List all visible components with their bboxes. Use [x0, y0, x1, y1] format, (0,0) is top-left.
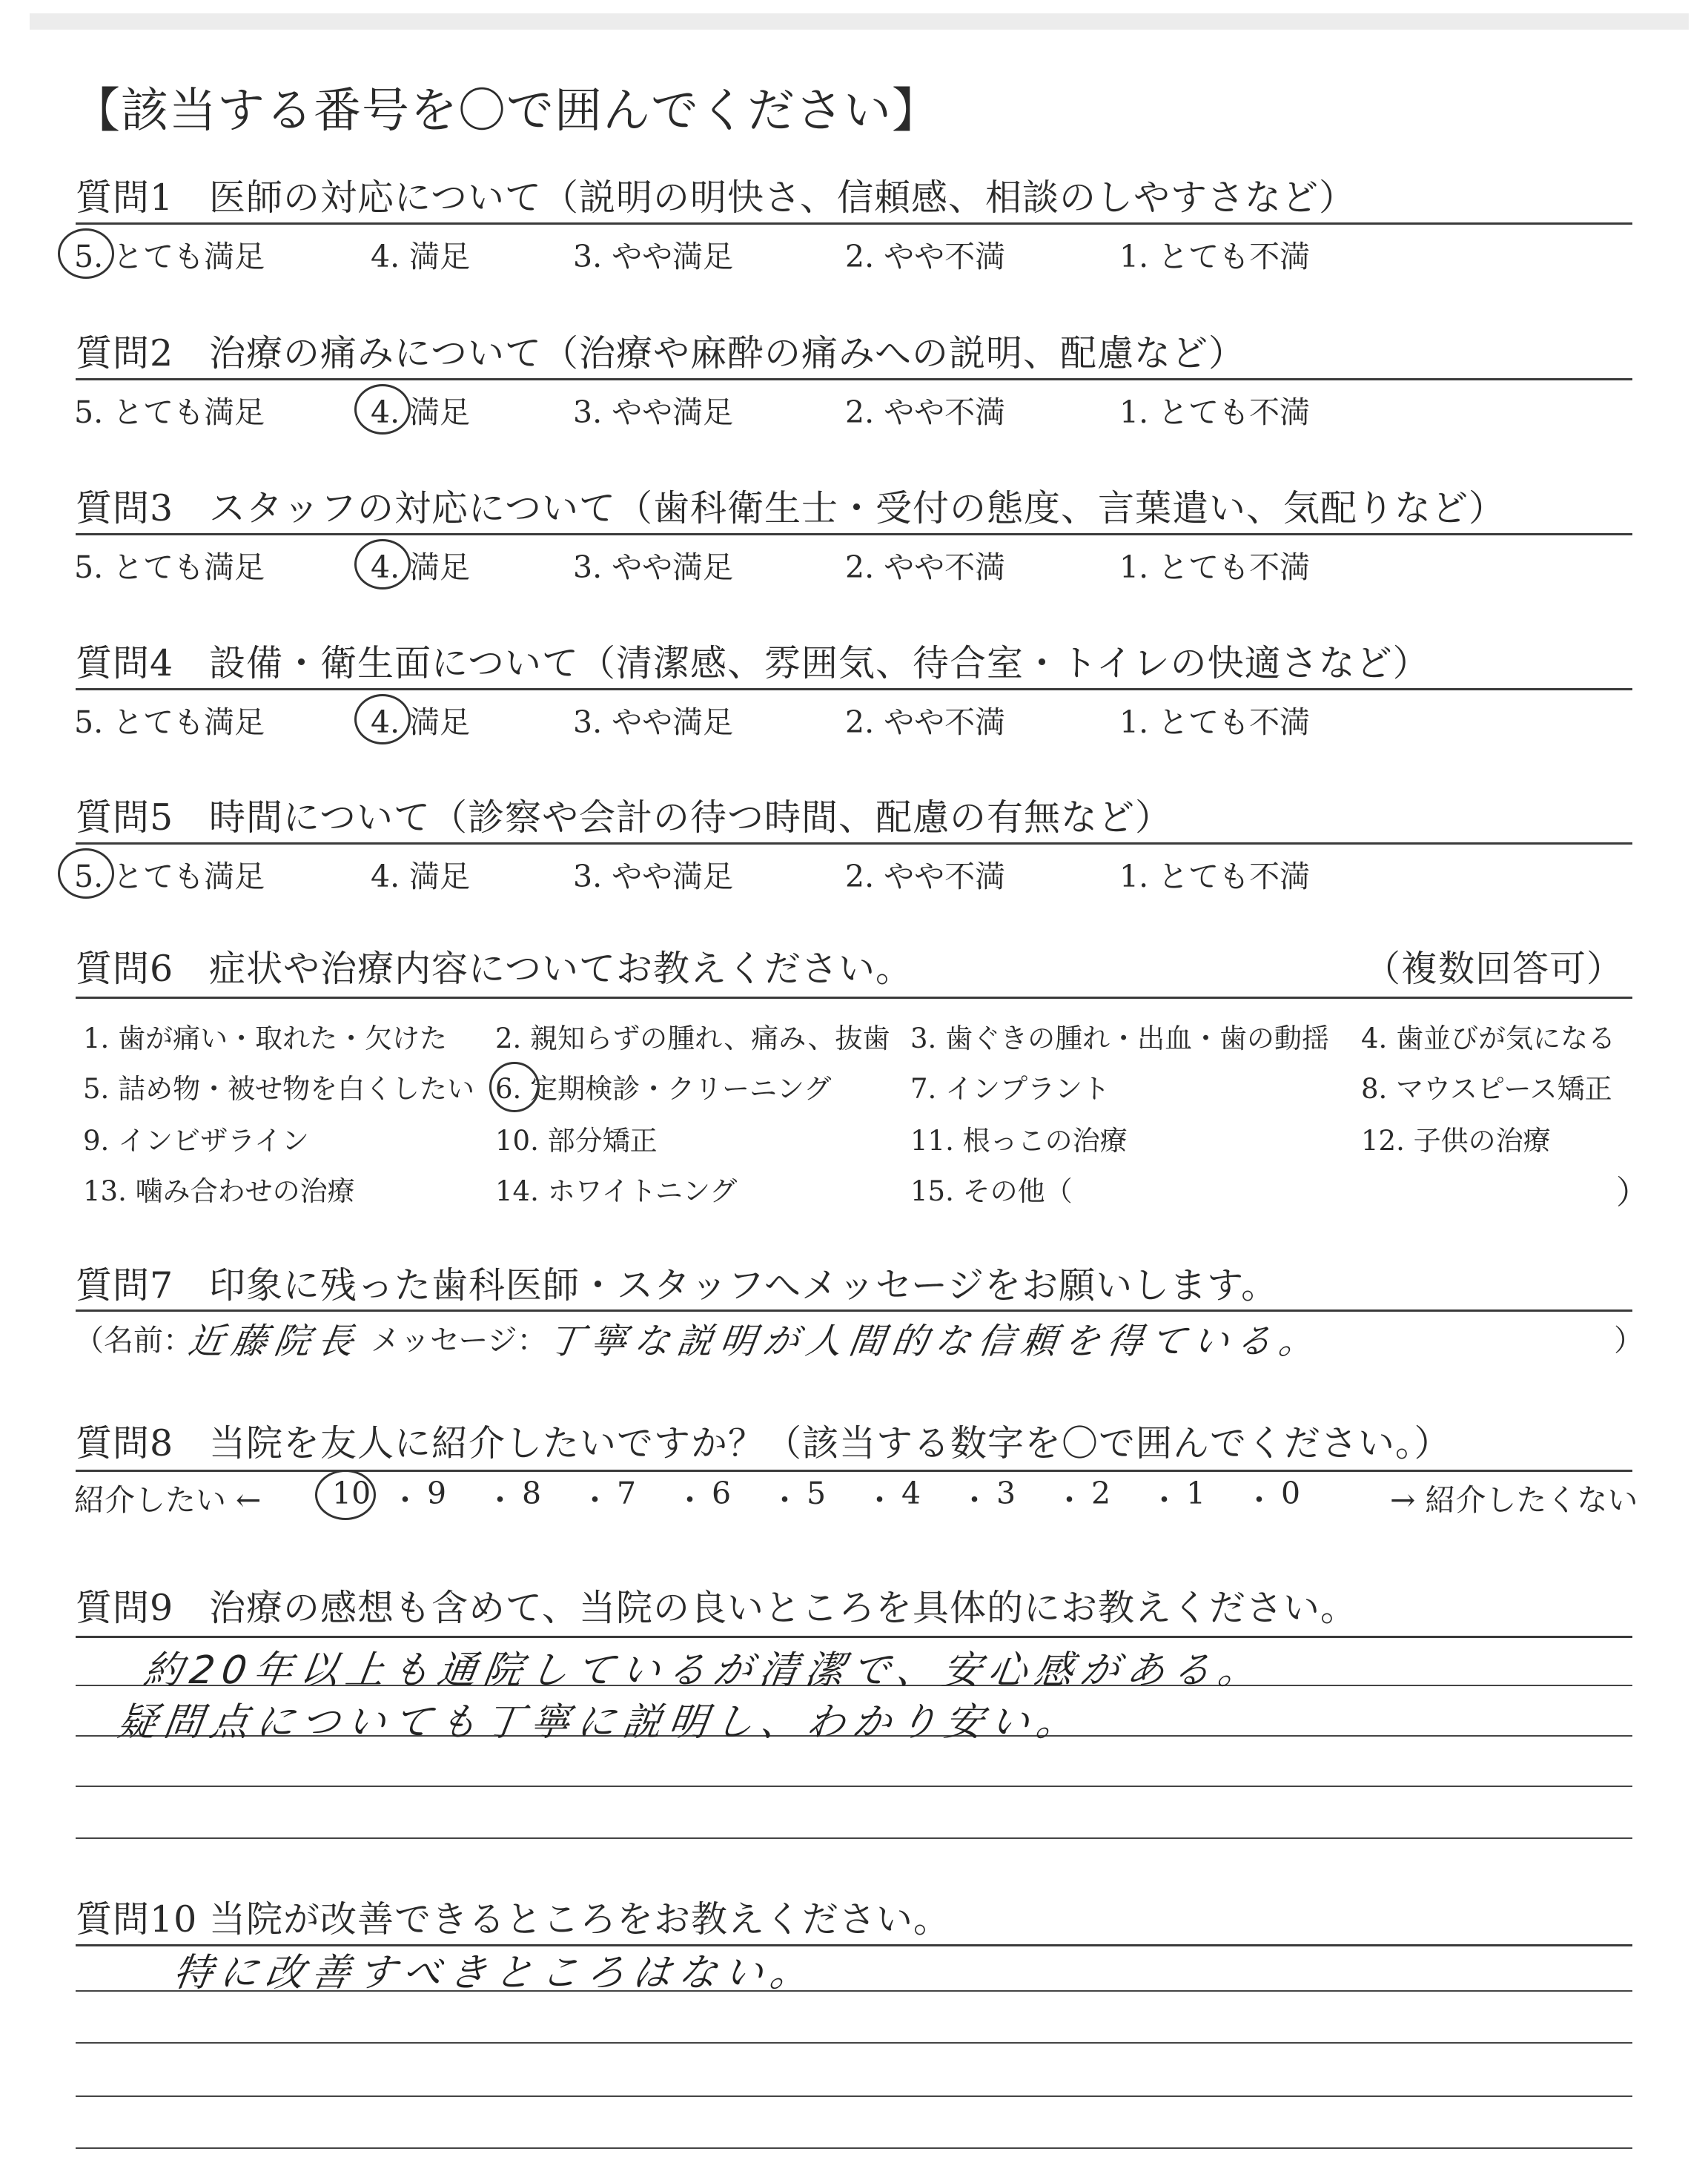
recommend-number: 10	[332, 1476, 371, 1511]
question-7	[76, 1257, 1278, 1309]
question-rule	[76, 1470, 1632, 1472]
rating-option: 3. やや満足	[573, 239, 734, 274]
recommend-number: 4	[901, 1476, 921, 1511]
answer-line	[76, 2042, 1632, 2044]
question-number: 質問3	[76, 487, 174, 529]
question-5	[76, 789, 1172, 841]
separator-dot: ・	[1244, 1482, 1274, 1518]
treatment-option: 8. マウスピース矯正	[1361, 1073, 1612, 1105]
treatment-option: 11. 根っこの治療	[910, 1125, 1128, 1157]
selected-circle	[58, 848, 114, 899]
question-text: 印象に残った歯科医師・スタッフへメッセージをお願いします。	[209, 1264, 1279, 1307]
recommend-number: 7	[617, 1476, 637, 1511]
question-8	[76, 1415, 1452, 1467]
rating-option: 5. とても満足	[74, 239, 265, 274]
separator-dot: ・	[1054, 1482, 1085, 1518]
multiple-answer-note: （複数回答可）	[1364, 948, 1624, 990]
question-number: 質問4	[76, 642, 174, 684]
question-2	[76, 325, 1245, 377]
form-heading: 【該当する番号を〇で囲んでください】	[73, 84, 940, 139]
treatment-option: 5. 詰め物・被せ物を白くしたい	[83, 1073, 475, 1105]
q9-answer-line-2: 疑問点についても丁寧に説明し、わかり安い。	[115, 1700, 1086, 1745]
question-1	[76, 169, 1356, 221]
treatment-option: 13. 噛み合わせの治療	[83, 1175, 355, 1207]
treatment-option: 12. 子供の治療	[1361, 1125, 1551, 1157]
question-number: 質問6	[76, 948, 174, 990]
name-label: （名前：	[74, 1324, 193, 1358]
recommend-number: 9	[427, 1476, 447, 1511]
rating-option: 4. 満足	[371, 859, 471, 894]
question-3	[76, 480, 1506, 532]
rating-option: 5. とても満足	[74, 704, 265, 740]
recommend-number: 1	[1186, 1476, 1206, 1511]
recommend-number: 3	[996, 1476, 1016, 1511]
separator-dot: ・	[580, 1482, 610, 1518]
treatment-option: 4. 歯並びが気になる	[1361, 1023, 1616, 1054]
separator-dot: ・	[675, 1482, 705, 1518]
rating-option: 2. やや不満	[845, 859, 1006, 894]
question-text: 医師の対応について（説明の明快さ、信頼感、相談のしやすさなど）	[209, 176, 1357, 219]
treatment-option: 14. ホワイトニング	[495, 1175, 738, 1207]
q9-answer-line-1: 約20年以上も通院しているが清潔で、安心感がある。	[141, 1648, 1268, 1693]
rating-option: 1. とても不満	[1119, 549, 1311, 585]
treatment-option: 1. 歯が痛い・取れた・欠けた	[83, 1023, 448, 1054]
treatment-option: 2. 親知らずの腫れ、痛み、抜歯	[495, 1023, 890, 1054]
selected-circle	[489, 1062, 540, 1112]
recommend-number: 8	[522, 1476, 542, 1511]
selected-circle	[354, 539, 411, 589]
question-number: 質問8	[76, 1422, 174, 1464]
treatment-option: 6. 定期検診・クリーニング	[495, 1073, 832, 1105]
rating-option: 1. とても不満	[1119, 704, 1311, 740]
message-label: メッセージ：	[371, 1324, 547, 1358]
recommend-number: 2	[1091, 1476, 1111, 1511]
selected-circle	[354, 384, 411, 435]
question-number: 質問2	[76, 332, 174, 374]
question-text: 設備・衛生面について（清潔感、雰囲気、待合室・トイレの快適さなど）	[209, 642, 1430, 684]
question-4	[76, 635, 1430, 687]
rating-option: 3. やや満足	[573, 394, 734, 430]
rating-option: 5. とても満足	[74, 859, 265, 894]
question-number: 質問9	[76, 1587, 174, 1629]
question-text: 治療の痛みについて（治療や麻酔の痛みへの説明、配慮など）	[209, 332, 1246, 374]
answer-line	[76, 1786, 1632, 1787]
rating-option: 3. やや満足	[573, 859, 734, 894]
recommend-number: 0	[1281, 1476, 1301, 1511]
rating-option: 4. 満足	[371, 394, 471, 430]
rating-option: 2. やや不満	[845, 549, 1006, 585]
question-text: 時間について（診察や会計の待つ時間、配慮の有無など）	[209, 796, 1173, 839]
question-rule	[76, 842, 1632, 845]
separator-dot: ・	[959, 1482, 990, 1518]
separator-dot: ・	[864, 1482, 895, 1518]
rating-option: 1. とても不満	[1119, 239, 1311, 274]
selected-circle	[354, 694, 411, 744]
rating-option: 2. やや不満	[845, 394, 1006, 430]
rating-option: 2. やや不満	[845, 704, 1006, 740]
rating-option: 2. やや不満	[845, 239, 1006, 274]
rating-option: 4. 満足	[371, 239, 471, 274]
question-number: 質問1	[76, 176, 174, 219]
question-rule	[76, 378, 1632, 380]
question-rule	[76, 1636, 1632, 1638]
question-rule	[76, 222, 1632, 225]
other-close-paren: ）	[1616, 1174, 1649, 1212]
rating-option: 1. とても不満	[1119, 859, 1311, 894]
treatment-option: 9. インビザライン	[83, 1125, 309, 1157]
separator-dot: ・	[485, 1482, 515, 1518]
question-text: 当院が改善できるところをお教えください。	[209, 1898, 951, 1941]
rating-option: 1. とても不満	[1119, 394, 1311, 430]
treatment-option: 3. 歯ぐきの腫れ・出血・歯の動揺	[910, 1023, 1330, 1054]
message-handwritten: 丁寧な説明が人間的な信頼を得ている。	[545, 1321, 1325, 1362]
question-text: 当院を友人に紹介したいですか？（該当する数字を〇で囲んでください。）	[209, 1422, 1452, 1464]
separator-dot: ・	[390, 1482, 420, 1518]
question-rule	[76, 997, 1632, 999]
question-text: 治療の感想も含めて、当院の良いところを具体的にお教えください。	[209, 1587, 1358, 1629]
question-number: 質問10	[76, 1898, 198, 1941]
separator-dot: ・	[1149, 1482, 1179, 1518]
message-close-paren: ）	[1614, 1324, 1644, 1358]
answer-line	[76, 2147, 1632, 2149]
selected-circle	[58, 228, 114, 279]
recommend-left-label: 紹介したい ←	[74, 1482, 262, 1518]
question-rule	[76, 533, 1632, 535]
treatment-option: 10. 部分矯正	[495, 1125, 658, 1157]
question-6	[76, 940, 913, 992]
question-rule	[76, 1309, 1632, 1312]
question-text: スタッフの対応について（歯科衛生士・受付の態度、言葉遣い、気配りなど）	[209, 487, 1506, 529]
answer-line	[76, 2095, 1632, 2097]
scan-top-edge	[30, 13, 1689, 30]
question-number: 質問5	[76, 796, 174, 839]
recommend-number: 6	[712, 1476, 732, 1511]
question-10	[76, 1891, 950, 1943]
rating-option: 5. とても満足	[74, 394, 265, 430]
treatment-option: 15. その他（	[910, 1175, 1073, 1207]
q10-answer-line-1: 特に改善すべきところはない。	[171, 1951, 820, 1995]
recommend-number: 5	[807, 1476, 827, 1511]
rating-option: 4. 満足	[371, 549, 471, 585]
rating-option: 3. やや満足	[573, 549, 734, 585]
rating-option: 3. やや満足	[573, 704, 734, 740]
treatment-option: 7. インプラント	[910, 1073, 1110, 1105]
rating-option: 5. とても満足	[74, 549, 265, 585]
question-text: 症状や治療内容についてお教えください。	[209, 948, 913, 990]
selected-circle	[315, 1470, 376, 1520]
name-handwritten-text: 近藤院長	[185, 1321, 364, 1362]
question-9	[76, 1579, 1357, 1631]
answer-line	[76, 1837, 1632, 1839]
separator-dot: ・	[769, 1482, 800, 1518]
question-number: 質問7	[76, 1264, 174, 1307]
recommend-right-label: → 紹介したくない	[1390, 1482, 1638, 1518]
question-rule	[76, 688, 1632, 690]
rating-option: 4. 満足	[371, 704, 471, 740]
